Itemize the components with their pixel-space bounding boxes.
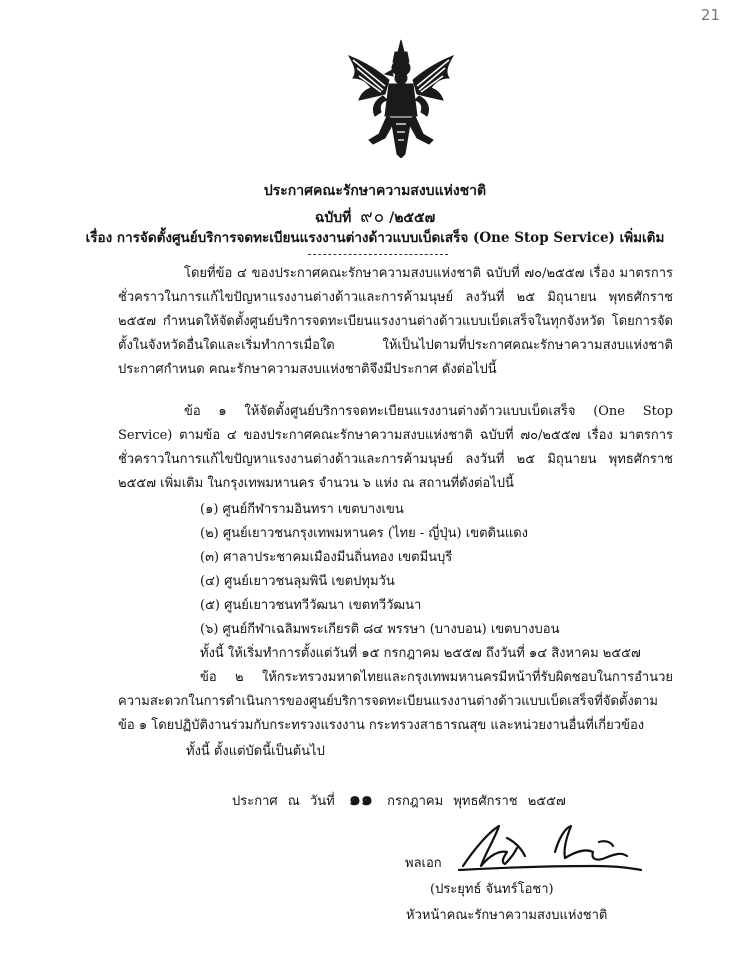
operation-period: ทั้งนี้ ให้เริ่มทำการตั้งแต่วันที่ ๑๕ กรกฎาคม ๒๕๕๗ ถึงวันที่ ๑๔ สิงหาคม ๒๕๕๗: [200, 646, 641, 661]
location-item: (๕) ศูนย์เยาวชนทวีวัฒนา เขตทวีวัฒนา: [200, 598, 422, 613]
given-prefix: ประกาศ ณ วันที่: [232, 794, 335, 809]
announcement-subject: เรื่อง การจัดตั้งศูนย์บริการจดทะเบียนแรงงานต่างด้าวแบบเบ็ดเสร็จ (One Stop Service) เพิ่มเติม: [85, 230, 665, 246]
clause-2-text: ข้อ ๒ ให้กระทรวงมหาดไทยและกรุงเทพมหานครมีหน้าที่รับผิดชอบในการอำนวยความสะดวกในการดำเนินการของศูนย์บริการจดทะเบียนแรงงานต่างด้าวแบบเบ็ดเสร็จที่จัดตั้งตามข้อ ๑ โดยปฏิบัติงานร่วมกับกระทรวงแรงงาน กระทรวงสาธารณสุข และหน่วยงานอื่นที่เกี่ยวข้อง: [118, 670, 673, 733]
number-year: /๒๕๕๗: [389, 210, 436, 226]
given-date: [232, 784, 566, 814]
clause-1-text: ข้อ ๑ ให้จัดตั้งศูนย์บริการจดทะเบียนแรงงานต่างด้าวแบบเบ็ดเสร็จ (One Stop Service) ตามข้อ ๔ ของประกาศคณะรักษาความสงบแห่งชาติ ฉบับที่ ๗๐/๒๕๕๗ เรื่อง มาตรการชั่วคราวในการแก้ไขปัญหาแรงงานต่างด้าวและการค้ามนุษย์ ลงวันที่ ๒๕ มิถุนายน พุทธศักราช ๒๕๕๗ เพิ่มเติม ในกรุงเทพมหานคร จำนวน ๖ แห่ง ณ สถานที่ดังต่อไปนี้: [118, 404, 673, 491]
given-month: กรกฎาคม: [387, 794, 444, 809]
announcement-title: ประกาศคณะรักษาความสงบแห่งชาติ: [263, 183, 487, 199]
garuda-emblem-icon: [345, 38, 457, 158]
clause-1-paragraph: [118, 400, 673, 496]
preamble-text: โดยที่ข้อ ๔ ของประกาศคณะรักษาความสงบแห่งชาติ ฉบับที่ ๗๐/๒๕๕๗ เรื่อง มาตรการชั่วคราวในการแก้ไขปัญหาแรงงานต่างด้าวและการค้ามนุษย์ ลงวันที่ ๒๕ มิถุนายน พุทธศักราช ๒๕๕๗ กำหนดให้จัดตั้งศูนย์บริการจดทะเบียนแรงงานต่างด้าวแบบเบ็ดเสร็จในทุกจังหวัด โดยการจัดตั้งในจังหวัดอื่นใดและเริ่มทำการเมื่อใด ให้เป็นไปตามที่ประกาศคณะรักษาความสงบแห่งชาติประกาศกำหนด คณะรักษาความสงบแห่งชาติจึงมีประกาศ ดังต่อไปนี้: [118, 266, 673, 377]
effective-clause: ทั้งนี้ ตั้งแต่บัดนี้เป็นต้นไป: [186, 744, 325, 759]
location-item: (๑) ศูนย์กีฬารามอินทรา เขตบางเขน: [200, 502, 404, 517]
handwritten-number: ๙๐: [360, 207, 386, 227]
location-item: (๖) ศูนย์กีฬาเฉลิมพระเกียรติ ๘๔ พรรษา (บางบอน) เขตบางบอน: [200, 622, 560, 637]
signer-name: (ประยุทธ์ จันทร์โอชา): [430, 882, 554, 897]
handwritten-signature-icon: [455, 818, 645, 880]
given-era: พุทธศักราช: [453, 794, 518, 809]
page-number: 21: [700, 6, 720, 24]
preamble-paragraph: [118, 262, 673, 382]
location-item: (๔) ศูนย์เยาวชนลุมพินี เขตปทุมวัน: [200, 574, 395, 589]
location-item: (๓) ศาลาประชาคมเมืองมีนถิ่นทอง เขตมีนบุรี: [200, 550, 453, 565]
signer-rank: พลเอก: [405, 856, 442, 871]
clause-2-paragraph: [118, 666, 673, 738]
location-item: (๒) ศูนย์เยาวชนกรุงเทพมหานคร (ไทย - ญี่ปุ่น) เขตดินแดง: [200, 526, 529, 541]
signer-title: หัวหน้าคณะรักษาความสงบแห่งชาติ: [406, 908, 608, 923]
location-list: [200, 498, 660, 642]
given-year: ๒๕๕๗: [527, 794, 566, 809]
header-divider: [308, 254, 448, 255]
handwritten-day: ๑๑: [348, 788, 373, 810]
number-label: ฉบับที่: [314, 210, 352, 226]
